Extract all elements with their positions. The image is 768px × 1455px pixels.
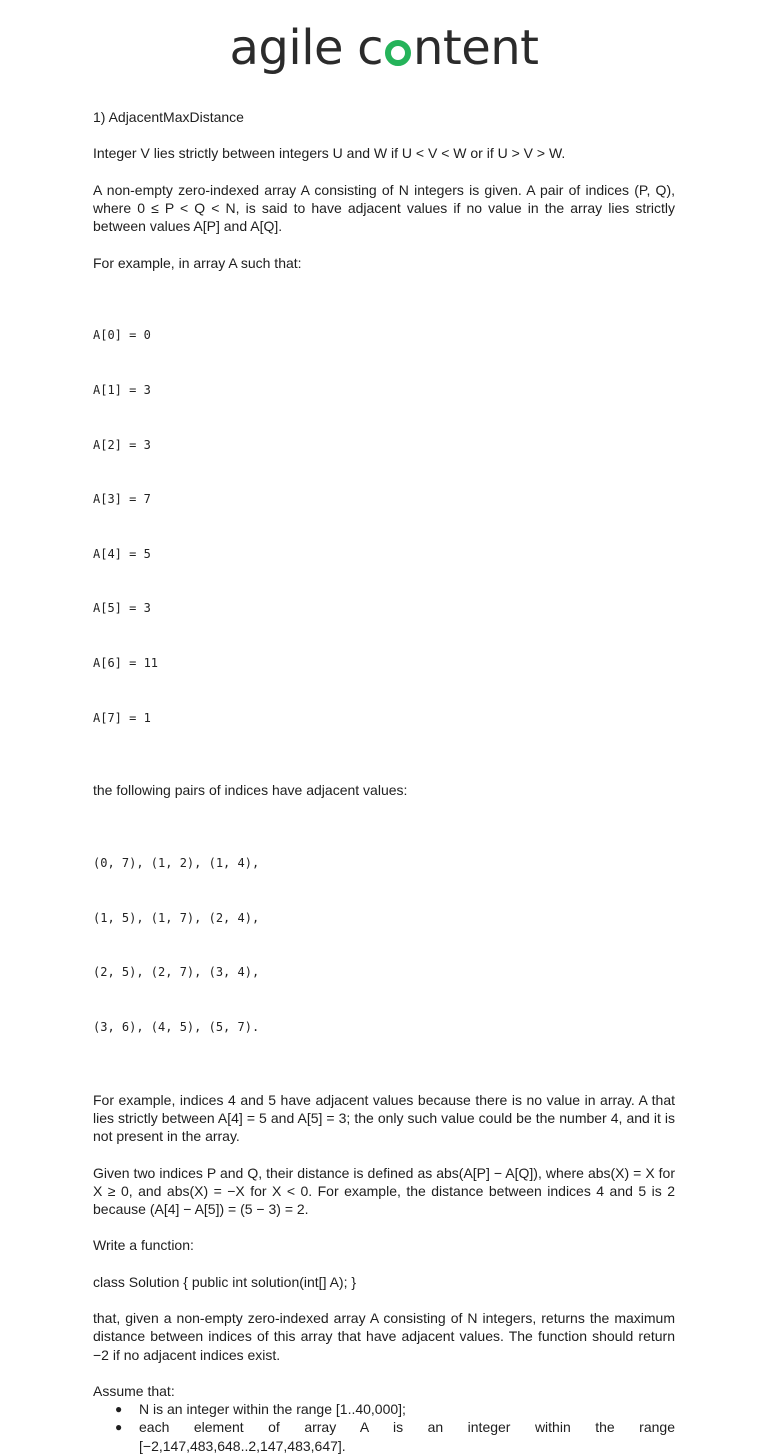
document-body [93, 108, 675, 1455]
logo-o-ring-icon [385, 40, 411, 66]
logo-word-agile: agile [229, 20, 344, 76]
array-line: A[6] = 11 [93, 656, 159, 671]
pairs-line: (3, 6), (4, 5), (5, 7). [93, 1020, 260, 1035]
paragraph-assume: Assume that: [93, 1383, 175, 1400]
bullet-icon: ● [115, 1402, 123, 1417]
bullet-icon: ● [115, 1420, 123, 1435]
paragraph-returns: that, given a non-empty zero-indexed array A consisting of N integers, returns the maximum distance between indices of this array that have adjacent values. The function should return −2 if no adjacent indices exist. [93, 1310, 675, 1363]
array-example-block [93, 290, 675, 763]
pairs-line: (1, 5), (1, 7), (2, 4), [93, 910, 260, 925]
list-item [93, 1418, 675, 1454]
paragraph-pairs-intro: the following pairs of indices have adjacent values: [93, 782, 408, 799]
assumptions-list [93, 1400, 675, 1455]
array-line: A[2] = 3 [93, 437, 151, 452]
paragraph-between-definition: Integer V lies strictly between integers U and W if U < V < W or if U > V > W. [93, 145, 566, 162]
array-line: A[5] = 3 [93, 601, 151, 616]
list-item [93, 1400, 675, 1418]
company-logo [0, 18, 768, 78]
array-line: A[1] = 3 [93, 382, 151, 397]
pairs-line: (2, 5), (2, 7), (3, 4), [93, 965, 260, 980]
function-signature: class Solution { public int solution(int[] A); } [93, 1273, 357, 1290]
paragraph-array-definition: A non-empty zero-indexed array A consisting of N integers is given. A pair of indices (P, Q), where 0 ≤ P < Q < N, is said to have adjacent values if no value in the array lies strictly between values A[P] and A[Q]. [93, 181, 675, 235]
list-item-text: each element of array A is an integer within the range [−2,147,483,648..2,147,483,647]. [139, 1419, 675, 1454]
paragraph-distance-definition: Given two indices P and Q, their distance is defined as abs(A[P] − A[Q]), where abs(X) = X for X ≥ 0, and abs(X) = −X for X < 0. For example, the distance between indices 4 and 5 is 2 because (A[4] − A[5]) = (5 − 3) = 2. [93, 1164, 675, 1218]
paragraph-example-intro: For example, in array A such that: [93, 254, 302, 271]
logo-word-content-end: ntent [412, 20, 539, 76]
paragraph-example-indices: For example, indices 4 and 5 have adjacent values because there is no value in array. A that lies strictly between A[4] = 5 and A[5] = 3; the only such value could be the number 4, and it is not present in the array. [93, 1091, 675, 1145]
array-line: A[0] = 0 [93, 328, 151, 343]
problem-title: 1) AdjacentMaxDistance [93, 109, 244, 125]
pairs-block [93, 818, 675, 1073]
array-line: A[7] = 1 [93, 710, 151, 725]
list-item-text: N is an integer within the range [1..40,000]; [139, 1401, 406, 1418]
logo-word-content-start: c [357, 20, 383, 76]
pairs-line: (0, 7), (1, 2), (1, 4), [93, 856, 260, 871]
array-line: A[4] = 5 [93, 546, 151, 561]
array-line: A[3] = 7 [93, 492, 151, 507]
paragraph-write-function: Write a function: [93, 1237, 194, 1254]
